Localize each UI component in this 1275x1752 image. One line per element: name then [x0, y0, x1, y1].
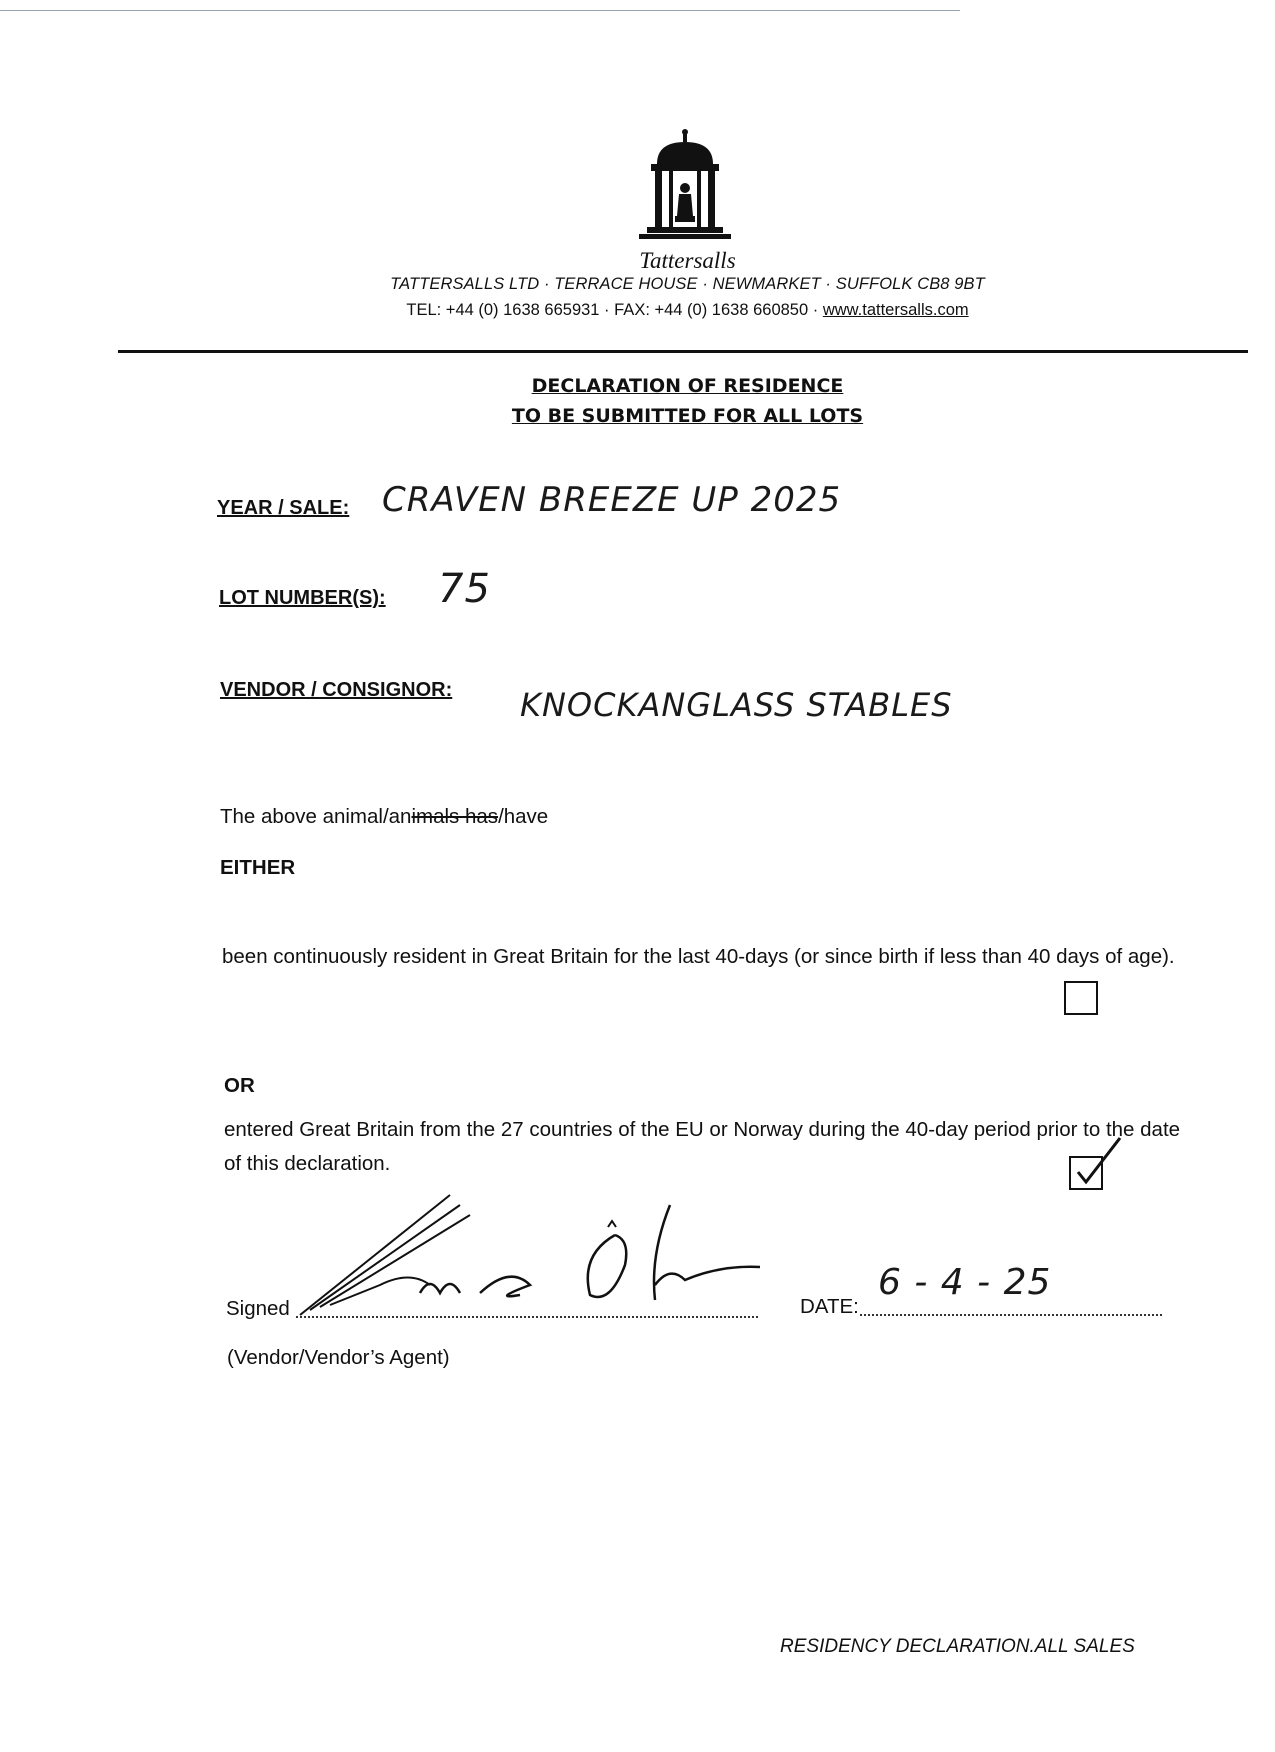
website-link[interactable]: www.tattersalls.com	[822, 301, 969, 319]
statement-intro-end: /have	[498, 805, 549, 828]
statement-intro	[220, 800, 548, 834]
handwritten-signature	[290, 1175, 810, 1325]
tattersalls-cupola-icon	[635, 128, 735, 246]
or-heading: OR	[224, 1074, 255, 1097]
struck-text: imals has	[411, 805, 499, 828]
form-name: RESIDENCY DECLARATION.ALL SALES	[780, 1636, 1135, 1657]
brand-name: Tattersalls	[639, 248, 736, 273]
date-value[interactable]: 6 - 4 - 25	[878, 1262, 1052, 1303]
vendor-label: VENDOR / CONSIGNOR:	[220, 679, 453, 701]
either-heading: EITHER	[220, 856, 296, 879]
statement-intro-text: The above animal/an	[220, 805, 412, 828]
date-line	[860, 1312, 1162, 1316]
option1-checkbox[interactable]	[1064, 981, 1098, 1015]
checkmark-icon	[1072, 1136, 1142, 1192]
date-label: DATE:	[800, 1295, 859, 1318]
document-title: DECLARATION OF RESIDENCE	[531, 375, 844, 397]
signed-label: Signed	[226, 1297, 290, 1320]
vendor-value[interactable]: KNOCKANGLASS STABLES	[520, 686, 953, 724]
company-address: TATTERSALLS LTD · TERRACE HOUSE · NEWMARKET · SUFFOLK CB8 9BT	[390, 275, 985, 293]
year-sale-value[interactable]: CRAVEN BREEZE UP 2025	[382, 480, 842, 520]
year-sale-label: YEAR / SALE:	[217, 497, 350, 519]
scan-edge-line	[0, 10, 960, 11]
lot-number-label: LOT NUMBER(S):	[219, 587, 386, 609]
document-subtitle: TO BE SUBMITTED FOR ALL LOTS	[511, 405, 864, 427]
contact-numbers: TEL: +44 (0) 1638 665931 · FAX: +44 (0) 1638 660850 ·	[406, 301, 823, 319]
company-contact	[50, 301, 1275, 320]
signer-role: (Vendor/Vendor’s Agent)	[227, 1346, 450, 1369]
option1-text: been continuously resident in Great Britain for the last 40-days (or since birth if less than 40 days of age).	[222, 945, 1175, 968]
option2-text: entered Great Britain from the 27 countries of the EU or Norway during the 40-day period prior to the date of this declaration.	[224, 1118, 1181, 1175]
lot-number-value[interactable]: 75	[438, 566, 491, 612]
header-divider	[118, 350, 1248, 353]
